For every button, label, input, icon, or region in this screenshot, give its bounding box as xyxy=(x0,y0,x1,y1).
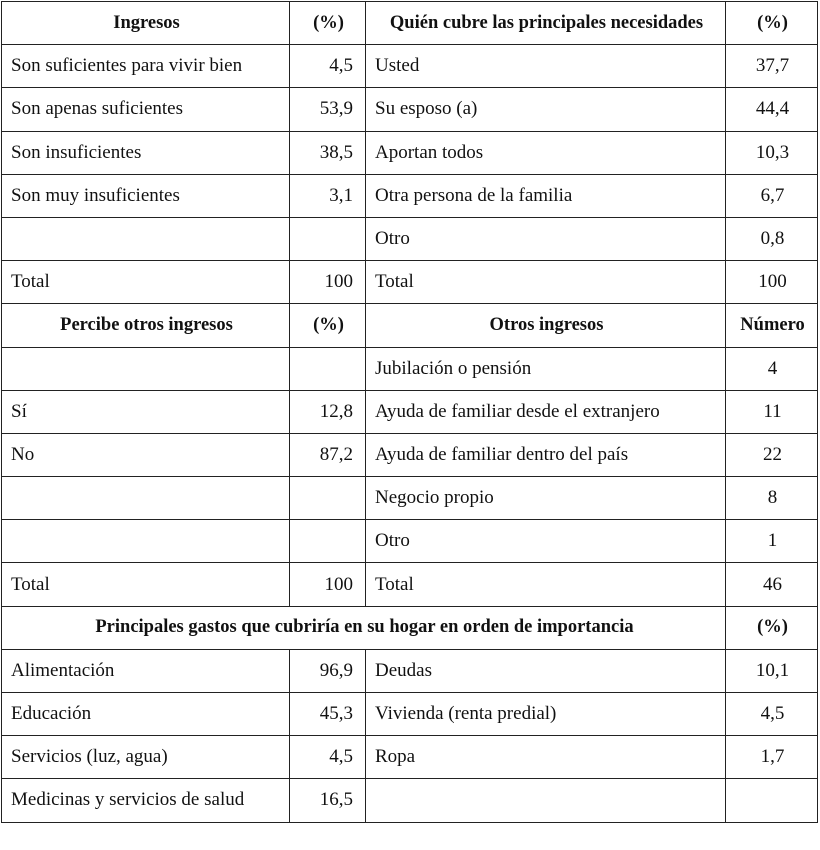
table-row-total xyxy=(2,261,818,304)
cell-value: 53,9 xyxy=(290,88,366,131)
header-principales-gastos: Principales gastos que cubriría en su hogar en orden de importancia xyxy=(2,606,726,649)
cell-value: 46 xyxy=(726,563,818,606)
cell-label: Son suficientes para vivir bien xyxy=(2,45,290,88)
cell-value: 10,1 xyxy=(726,649,818,692)
table-row xyxy=(2,45,818,88)
table-row xyxy=(2,390,818,433)
cell-label: Educación xyxy=(2,693,290,736)
cell-label: Aportan todos xyxy=(366,131,726,174)
table-row xyxy=(2,736,818,779)
cell-value: 4,5 xyxy=(726,693,818,736)
cell-label: Alimentación xyxy=(2,649,290,692)
cell-label xyxy=(2,520,290,563)
table-row-total xyxy=(2,563,818,606)
cell-value: 6,7 xyxy=(726,174,818,217)
cell-value xyxy=(290,520,366,563)
cell-label: Usted xyxy=(366,45,726,88)
cell-value: 45,3 xyxy=(290,693,366,736)
cell-label: Jubilación o pensión xyxy=(366,347,726,390)
header-quien-cubre: Quién cubre las principales necesidades xyxy=(366,2,726,45)
cell-value: 100 xyxy=(726,261,818,304)
cell-value: 100 xyxy=(290,563,366,606)
cell-label: Ayuda de familiar dentro del país xyxy=(366,433,726,476)
cell-value: 1 xyxy=(726,520,818,563)
table-row xyxy=(2,520,818,563)
cell-label: Otra persona de la familia xyxy=(366,174,726,217)
table-row xyxy=(2,477,818,520)
cell-label: Total xyxy=(366,261,726,304)
cell-label: Son muy insuficientes xyxy=(2,174,290,217)
cell-label: Vivienda (renta predial) xyxy=(366,693,726,736)
table-row xyxy=(2,217,818,260)
cell-label xyxy=(366,779,726,822)
header-percibe-otros: Percibe otros ingresos xyxy=(2,304,290,347)
table-row xyxy=(2,131,818,174)
table-header-row xyxy=(2,606,818,649)
cell-value: 4,5 xyxy=(290,45,366,88)
table-row xyxy=(2,433,818,476)
cell-label xyxy=(2,217,290,260)
header-otros-ingresos-numero: Número xyxy=(726,304,818,347)
cell-value xyxy=(290,477,366,520)
cell-value: 44,4 xyxy=(726,88,818,131)
cell-value: 38,5 xyxy=(290,131,366,174)
cell-label xyxy=(2,347,290,390)
cell-value: 8 xyxy=(726,477,818,520)
cell-label: Otro xyxy=(366,217,726,260)
cell-label: Servicios (luz, agua) xyxy=(2,736,290,779)
table-header-row xyxy=(2,2,818,45)
table-row xyxy=(2,88,818,131)
cell-value: 37,7 xyxy=(726,45,818,88)
cell-label: Ayuda de familiar desde el extranjero xyxy=(366,390,726,433)
cell-value xyxy=(290,217,366,260)
cell-value: 22 xyxy=(726,433,818,476)
cell-value: 10,3 xyxy=(726,131,818,174)
table-row xyxy=(2,347,818,390)
cell-label: Son insuficientes xyxy=(2,131,290,174)
cell-value: 0,8 xyxy=(726,217,818,260)
table-row xyxy=(2,693,818,736)
cell-label: Medicinas y servicios de salud xyxy=(2,779,290,822)
header-percibe-otros-pct: (%) xyxy=(290,304,366,347)
cell-label: Otro xyxy=(366,520,726,563)
table-row xyxy=(2,649,818,692)
cell-value: 87,2 xyxy=(290,433,366,476)
cell-label: Son apenas suficientes xyxy=(2,88,290,131)
cell-value: 1,7 xyxy=(726,736,818,779)
header-principales-gastos-pct: (%) xyxy=(726,606,818,649)
header-quien-cubre-pct: (%) xyxy=(726,2,818,45)
table-header-row xyxy=(2,304,818,347)
header-ingresos-pct: (%) xyxy=(290,2,366,45)
cell-value: 96,9 xyxy=(290,649,366,692)
cell-label: Su esposo (a) xyxy=(366,88,726,131)
cell-value: 4,5 xyxy=(290,736,366,779)
table-row xyxy=(2,779,818,822)
cell-value xyxy=(290,347,366,390)
header-ingresos: Ingresos xyxy=(2,2,290,45)
cell-label: Total xyxy=(366,563,726,606)
cell-label: Total xyxy=(2,563,290,606)
cell-value: 16,5 xyxy=(290,779,366,822)
cell-label: No xyxy=(2,433,290,476)
cell-label: Ropa xyxy=(366,736,726,779)
cell-value xyxy=(726,779,818,822)
cell-value: 12,8 xyxy=(290,390,366,433)
header-otros-ingresos: Otros ingresos xyxy=(366,304,726,347)
cell-value: 100 xyxy=(290,261,366,304)
cell-value: 3,1 xyxy=(290,174,366,217)
cell-label: Negocio propio xyxy=(366,477,726,520)
cell-value: 4 xyxy=(726,347,818,390)
cell-label xyxy=(2,477,290,520)
table-row xyxy=(2,174,818,217)
cell-label: Total xyxy=(2,261,290,304)
cell-label: Sí xyxy=(2,390,290,433)
cell-value: 11 xyxy=(726,390,818,433)
income-expenses-table xyxy=(1,1,818,823)
cell-label: Deudas xyxy=(366,649,726,692)
